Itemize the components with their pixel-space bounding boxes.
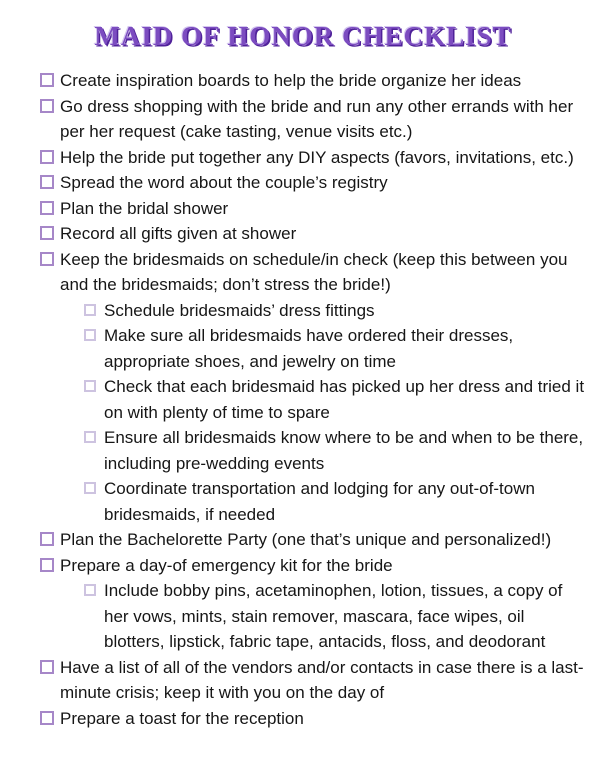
checkbox-unchecked-icon[interactable] bbox=[84, 304, 96, 316]
checkbox-unchecked-icon[interactable] bbox=[40, 558, 54, 572]
checklist-item-label: Plan the bridal shower bbox=[60, 198, 229, 218]
checkbox-unchecked-icon[interactable] bbox=[40, 99, 54, 113]
checklist-item-label: Have a list of all of the vendors and/or contacts in case there is a last-minute crisis; keep it with you on the day of bbox=[60, 657, 584, 702]
checklist-item bbox=[0, 94, 606, 145]
checklist-item bbox=[0, 527, 606, 553]
checklist-item-label: Include bobby pins, acetaminophen, lotion, tissues, a copy of her vows, mints, stain remover, mascara, face wipes, oil blotters, lipstick, fabric tape, antacids, floss, and deodorant bbox=[104, 581, 563, 651]
checklist-item bbox=[0, 553, 606, 579]
checklist-item-label: Prepare a day-of emergency kit for the bride bbox=[60, 555, 393, 575]
checklist-item bbox=[0, 196, 606, 222]
checklist bbox=[0, 68, 606, 731]
checklist-item bbox=[0, 221, 606, 247]
checklist-item-label: Make sure all bridesmaids have ordered their dresses, appropriate shoes, and jewelry on time bbox=[104, 326, 514, 371]
checklist-item-label: Prepare a toast for the reception bbox=[60, 708, 304, 728]
checklist-item-label: Record all gifts given at shower bbox=[60, 224, 297, 243]
checklist-item-label: Plan the Bachelorette Party (one that’s unique and personalized!) bbox=[60, 530, 552, 549]
page-title: MAID OF HONOR CHECKLIST bbox=[94, 21, 512, 51]
checklist-item bbox=[0, 145, 606, 171]
checklist-item bbox=[0, 68, 606, 94]
checklist-item bbox=[0, 247, 606, 298]
checklist-item-label: Create inspiration boards to help the bride organize her ideas bbox=[60, 71, 522, 90]
checklist-item bbox=[0, 374, 606, 425]
checklist-item bbox=[0, 706, 606, 732]
checkbox-unchecked-icon[interactable] bbox=[40, 201, 54, 215]
checkbox-unchecked-icon[interactable] bbox=[84, 431, 96, 443]
checkbox-unchecked-icon[interactable] bbox=[40, 660, 54, 674]
checkbox-unchecked-icon[interactable] bbox=[40, 73, 54, 87]
checkbox-unchecked-icon[interactable] bbox=[40, 711, 54, 725]
checklist-item bbox=[0, 655, 606, 706]
checkbox-unchecked-icon[interactable] bbox=[84, 380, 96, 392]
checklist-item bbox=[0, 425, 606, 476]
checkbox-unchecked-icon[interactable] bbox=[40, 150, 54, 164]
document-page bbox=[0, 21, 606, 757]
checkbox-unchecked-icon[interactable] bbox=[84, 584, 96, 596]
checklist-item-label: Schedule bridesmaids’ dress fittings bbox=[104, 300, 375, 320]
checklist-item-label: Check that each bridesmaid has picked up her dress and tried it on with plenty of time to spare bbox=[104, 377, 585, 422]
checkbox-unchecked-icon[interactable] bbox=[40, 226, 54, 240]
checklist-item-label: Spread the word about the couple’s registry bbox=[60, 173, 388, 192]
checklist-item bbox=[0, 323, 606, 374]
checklist-item bbox=[0, 578, 606, 655]
checklist-item-label: Keep the bridesmaids on schedule/in check (keep this between you and the bridesmaids; don’t stress the bride!) bbox=[60, 249, 568, 294]
checkbox-unchecked-icon[interactable] bbox=[84, 482, 96, 494]
checklist-item bbox=[0, 170, 606, 196]
checklist-item-label: Help the bride put together any DIY aspects (favors, invitations, etc.) bbox=[60, 147, 574, 167]
checklist-item-label: Coordinate transportation and lodging for any out-of-town bridesmaids, if needed bbox=[104, 479, 535, 524]
checklist-item-label: Ensure all bridesmaids know where to be and when to be there, including pre-wedding events bbox=[104, 428, 584, 473]
checkbox-unchecked-icon[interactable] bbox=[40, 175, 54, 189]
checklist-item bbox=[0, 476, 606, 527]
checklist-item bbox=[0, 298, 606, 324]
checkbox-unchecked-icon[interactable] bbox=[40, 252, 54, 266]
checkbox-unchecked-icon[interactable] bbox=[84, 329, 96, 341]
checklist-item-label: Go dress shopping with the bride and run any other errands with her per her request (cake tasting, venue visits etc.) bbox=[60, 96, 574, 141]
checkbox-unchecked-icon[interactable] bbox=[40, 532, 54, 546]
